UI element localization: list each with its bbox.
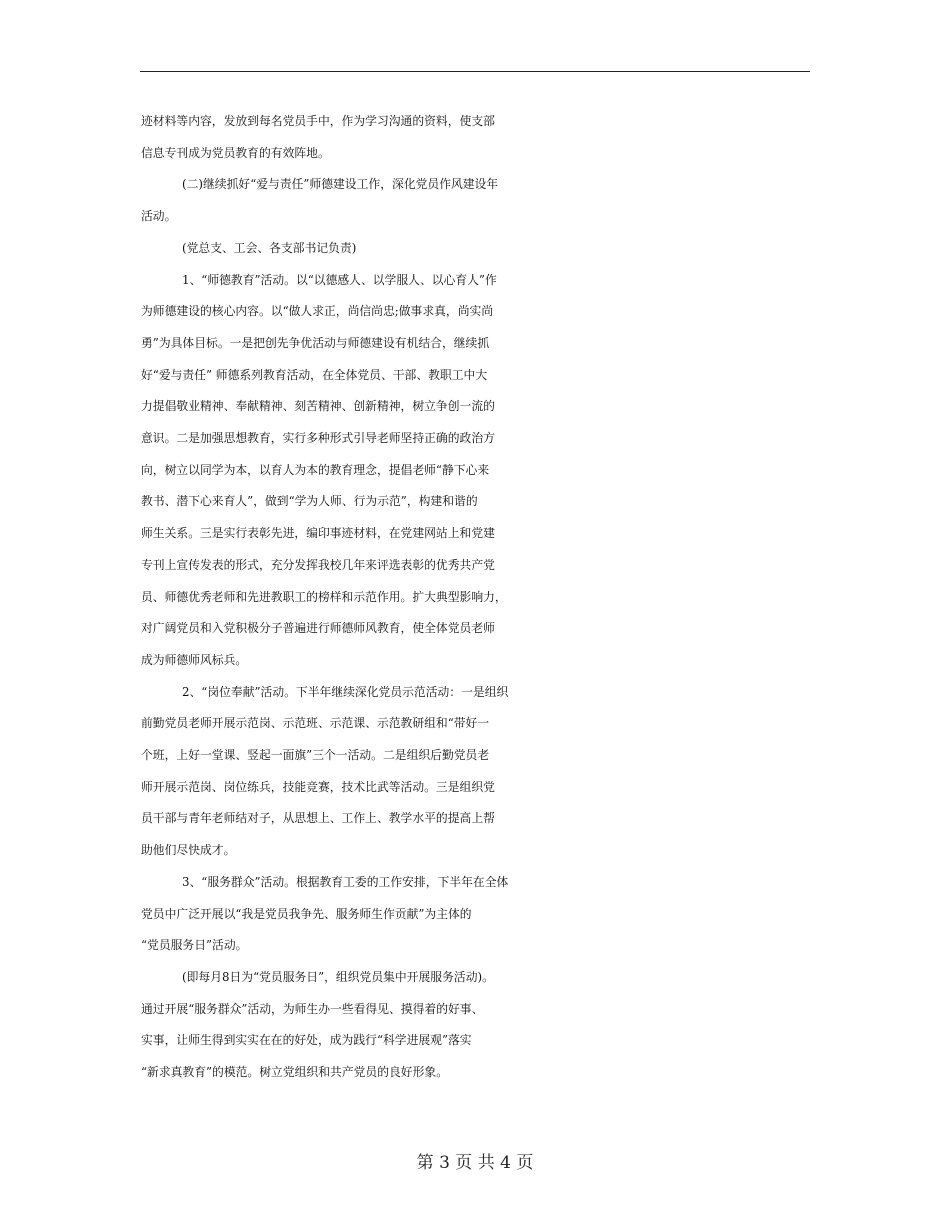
text-line: 活动。 — [141, 209, 177, 224]
text-line: 成为师德师风标兵。 — [141, 652, 248, 667]
text-line: 迹材料等内容，发放到每名党员手中，作为学习沟通的资料，使支部 — [141, 114, 495, 128]
text-line: 个班，上好一堂课、竖起一面旗”三个一活动。二是组织后勤党员老 — [141, 748, 490, 763]
text-line: 助他们尽快成才。 — [141, 843, 236, 858]
text-line: 教书、潜下心来育人”，做到“学为人师、行为示范”，构建和谐的 — [141, 494, 478, 509]
text-line: 力提倡敬业精神、奉献精神、刻苦精神、创新精神，树立争创一流的 — [141, 399, 495, 414]
text-line: 师开展示范岗、岗位练兵，技能竞赛，技术比武等活动。三是组织党 — [141, 779, 495, 794]
text-line: 好“爱与责任” 师德系列教育活动，在全体党员、干部、教职工中大 — [141, 367, 488, 382]
text-line: 为师德建设的核心内容。以“做人求正，尚信尚忠;做事求真，尚实尚 — [141, 304, 494, 319]
document-body — [141, 106, 813, 1089]
text-line: 勇”为具体目标。一是把创先争优活动与师德建设有机结合，继续抓 — [141, 335, 490, 350]
text-line: 师生关系。三是实行表彰先进，编印事迹材料，在党建网站上和党建 — [141, 526, 495, 541]
header-rule — [140, 71, 810, 72]
text-line: 专刊上宣传发表的形式，充分发挥我校几年来评选表彰的优秀共产党 — [141, 557, 495, 572]
text-line: (党总支、工会、各支部书记负责) — [182, 240, 357, 255]
text-line: 前勤党员老师开展示范岗、示范班、示范课、示范教研组和“带好一 — [141, 716, 490, 731]
text-line: 信息专刊成为党员教育的有效阵地。 — [141, 145, 330, 160]
text-line: 实事，让师生得到实实在在的好处，成为践行“科学进展观”落实 — [141, 1033, 472, 1048]
page-footer: 第 3 页 共 4 页 — [416, 1153, 534, 1173]
text-line: 2、“岗位奉献”活动。下半年继续深化党员示范活动：一是组织 — [182, 684, 509, 699]
text-line: (二)继续抓好“爱与责任”师德建设工作，深化党员作风建设年 — [182, 177, 499, 192]
text-line: “党员服务日”活动。 — [141, 938, 248, 953]
text-line: 通过开展“服务群众”活动，为师生办一些看得见、摸得着的好事、 — [141, 1001, 484, 1016]
text-line: 对广阔党员和入党积极分子普遍进行师德师风教育，使全体党员老师 — [141, 621, 495, 636]
text-line: 3、“服务群众”活动。根据教育工委的工作安排，下半年在全体 — [182, 874, 509, 889]
text-line: 意识。二是加强思想教育，实行多种形式引导老师坚持正确的政治方 — [141, 431, 495, 446]
text-line: (即每月8日为“党员服务日”，组织党员集中开展服务活动)。 — [182, 969, 494, 984]
text-line: 1、“师德教育”活动。以“以德感人、以学服人、以心育人”作 — [182, 272, 497, 287]
text-line: 向，树立以同学为本，以育人为本的教育理念，提倡老师“静下心来 — [141, 462, 490, 477]
text-line: 员干部与青年老师结对子，从思想上、工作上、教学水平的提高上帮 — [141, 811, 495, 826]
text-line: 党员中广泛开展以“我是党员我争先、服务师生作贡献”为主体的 — [141, 906, 472, 921]
text-line: “新求真教育”的模范。树立党组织和共产党员的良好形象。 — [141, 1065, 448, 1080]
text-line: 员、师德优秀老师和先进教职工的榜样和示范作用。扩大典型影响力， — [141, 589, 507, 604]
